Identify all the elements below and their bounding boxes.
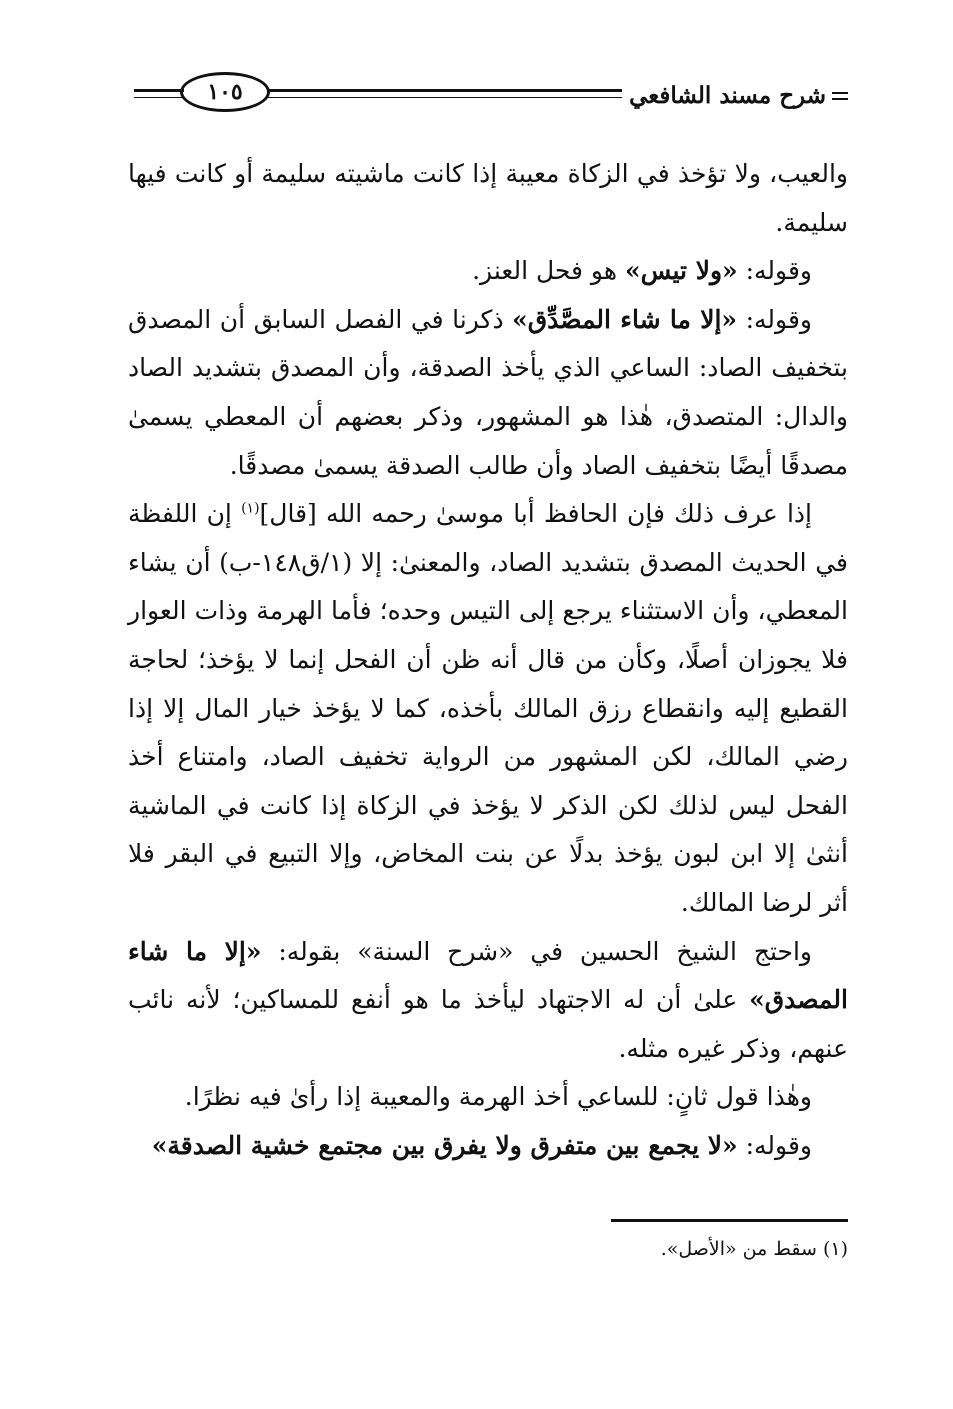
paragraph-lead: واحتج الشيخ الحسين في «شرح السنة» بقوله: xyxy=(261,936,812,966)
main-text xyxy=(128,150,848,1170)
paragraph-2 xyxy=(128,247,848,296)
paragraph-rest: علىٰ أن له الاجتهاد ليأخذ ما هو أنفع للمساكين؛ لأنه نائب عنهم، وذكر غيره مثله. xyxy=(128,985,848,1063)
paragraph-rest: إن اللفظة في الحديث المصدق بتشديد الصاد، والمعنىٰ: إلا (١/ق١٤٨-ب) أن يشاء المعطي، وأن الاستثناء يرجع إلى التيس وحده؛ فأما الهرمة وذات العوار فلا يجوزان أصلًا، وكأن من قال أنه ظن أن الفحل إنما لا يؤخذ؛ لحاجة القطيع إليه وانقطاع رزق المالك بأخذه، كما لا يؤخذ خيار المال إلا إذا رضي المالك، لكن المشهور من الرواية تخفيف الصاد، وامتناع أخذ الفحل ليس لذلك لكن الذكر لا يؤخذ في الزكاة إذا كانت في الماشية أنثىٰ إلا ابن لبون يؤخذ بدلًا عن بنت المخاض، وإلا التبيع في البقر فلا أثر لرضا المالك. xyxy=(128,499,848,917)
paragraph-1: والعيب، ولا تؤخذ في الزكاة معيبة إذا كانت ماشيته سليمة أو كانت فيها سليمة. xyxy=(128,159,848,237)
quoted-phrase: «إلا ما شاء المصدق» xyxy=(128,936,848,1015)
footnote-rule xyxy=(611,1219,848,1222)
paragraph-6: وهٰذا قول ثانٍ: للساعي أخذ الهرمة والمعيبة إذا رأىٰ فيه نظرًا. xyxy=(184,1082,812,1112)
header-ornament xyxy=(832,92,848,100)
footnote-ref: (١) xyxy=(241,500,260,517)
page-header xyxy=(134,72,848,122)
header-rule-left xyxy=(134,89,184,98)
paragraph-4 xyxy=(128,490,848,927)
quoted-phrase: «لا يجمع بين متفرق ولا يفرق بين مجتمع خشية الصدقة» xyxy=(151,1130,738,1160)
paragraph-rest: هو فحل العنز. xyxy=(472,256,625,286)
paragraph-rest: ذكرنا في الفصل السابق أن المصدق بتخفيف الصاد: الساعي الذي يأخذ الصدقة، وأن المصدق بتشديد الصاد والدال: المتصدق، هٰذا هو المشهور، وذكر بعضهم أن المعطي يسمىٰ مصدقًا أيضًا بتخفيف الصاد وأن طالب الصدقة يسمىٰ مصدقًا. xyxy=(128,304,848,480)
quoted-phrase: «ولا تيس» xyxy=(624,256,738,286)
paragraph-lead: وقوله: xyxy=(737,304,812,334)
paragraph-lead: وقوله: xyxy=(737,256,812,286)
paragraph-5 xyxy=(128,928,848,1074)
page-number: ١٠٥ xyxy=(180,72,270,112)
paragraph-3 xyxy=(128,296,848,490)
paragraph-lead: وقوله: xyxy=(737,1130,812,1160)
header-rule xyxy=(264,89,622,98)
paragraph-lead: إذا عرف ذلك فإن الحافظ أبا موسىٰ رحمه الله [قال] xyxy=(259,499,812,529)
footnote: (١) سقط من «الأصل». xyxy=(660,1238,848,1260)
running-title: شرح مسند الشافعي xyxy=(629,82,826,109)
paragraph-7 xyxy=(128,1122,848,1171)
quoted-phrase: «إلا ما شاء المصَّدِّق» xyxy=(512,304,738,334)
